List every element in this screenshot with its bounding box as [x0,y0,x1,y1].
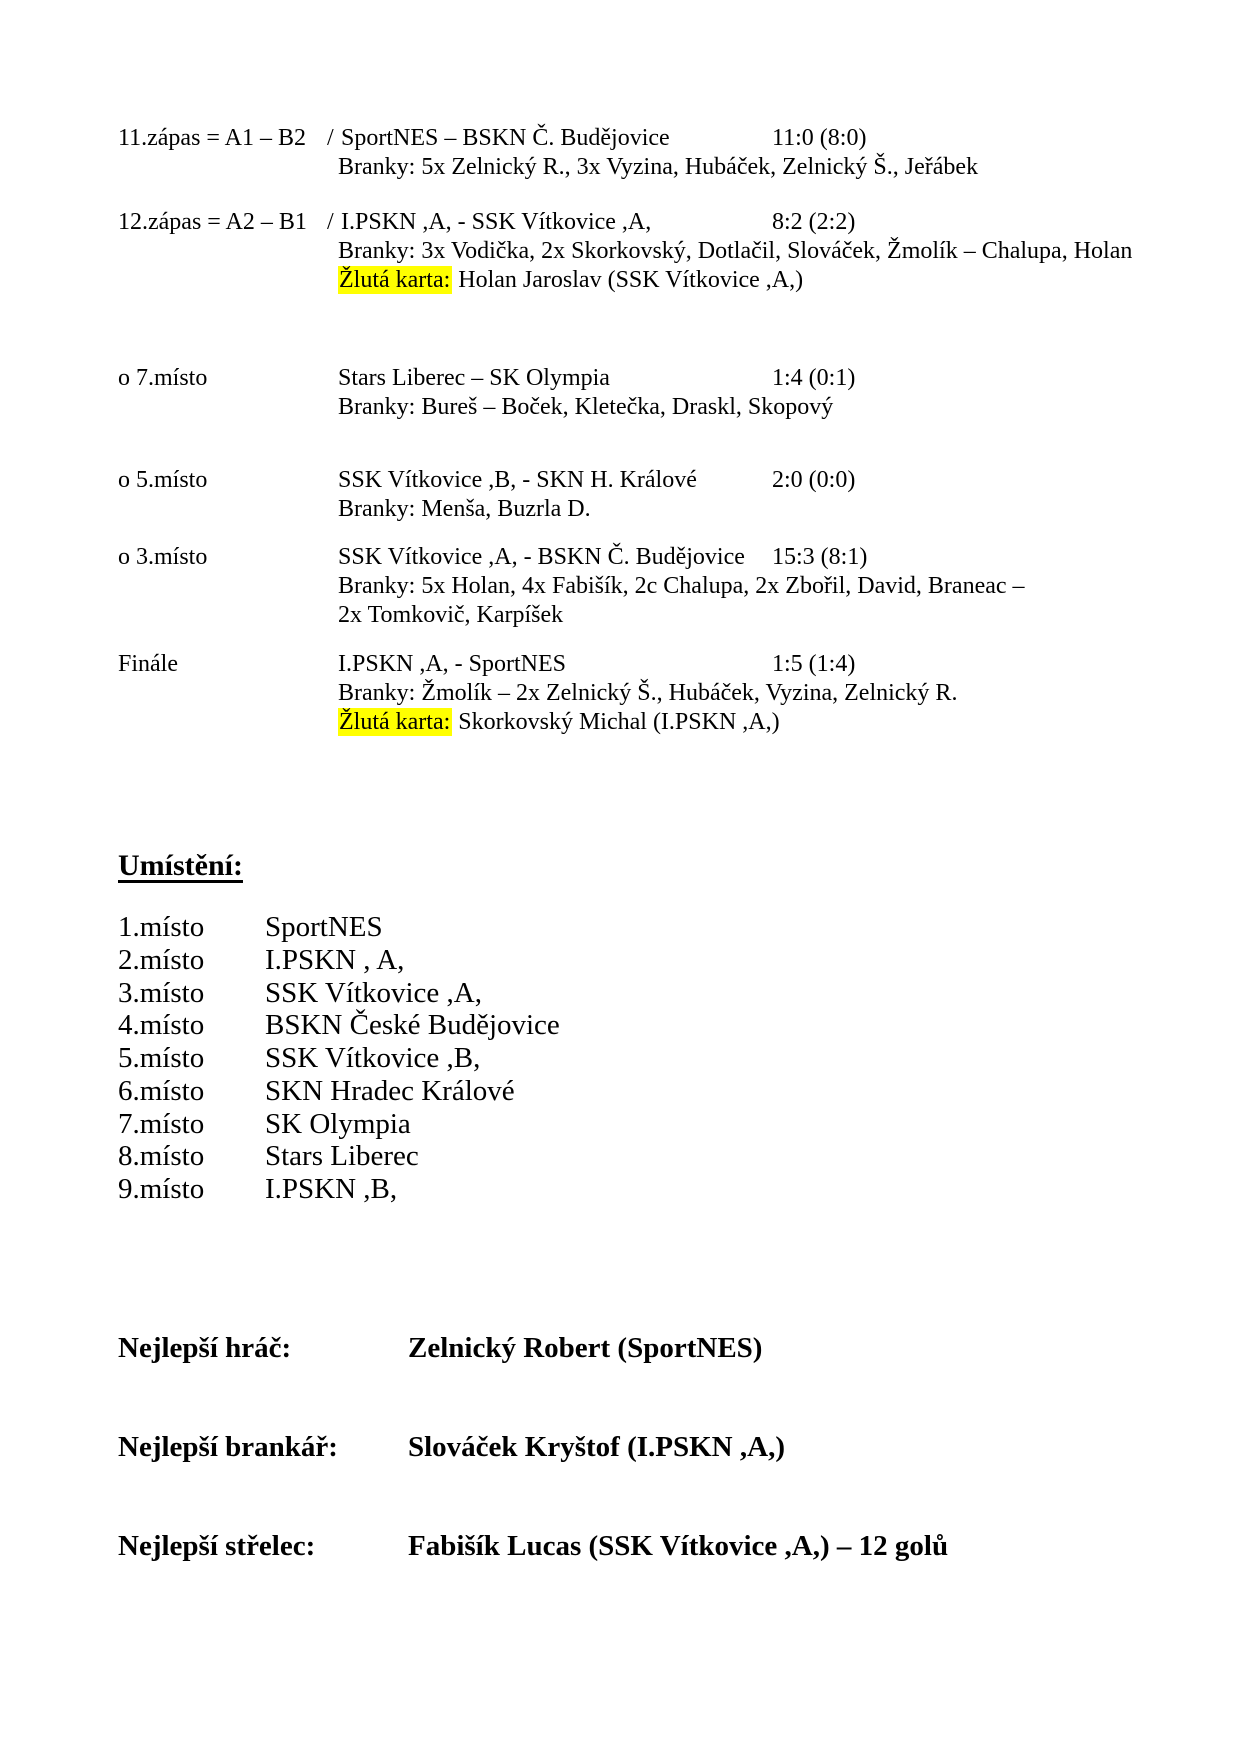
standings-team: BSKN České Budějovice [265,1009,560,1042]
yellow-card-label: Žlutá karta: [339,267,451,293]
standings-team: Stars Liberec [265,1140,419,1173]
match-12-card [338,266,803,295]
place3-goals-continued: 2x Tomkovič, Karpíšek [338,602,564,628]
place7-label: o 7.místo [118,365,208,391]
best-scorer-label: Nejlepší střelec: [118,1530,316,1562]
best-scorer-value: Fabišík Lucas (SSK Vítkovice ,A,) – 12 golů [408,1530,949,1562]
place3-goals: Branky: 5x Holan, 4x Fabišík, 2c Chalupa, 2x Zbořil, David, Braneac – [338,573,1025,599]
standings-row [118,1075,560,1108]
standings-row [118,1108,560,1141]
match-12-goals: Branky: 3x Vodička, 2x Skorkovský, Dotlačil, Slováček, Žmolík – Chalupa, Holan [338,238,1133,264]
match-11-separator: / [327,125,334,151]
best-goalkeeper-value: Slováček Kryštof (I.PSKN ,A,) [408,1431,785,1463]
standings-team: SK Olympia [265,1107,411,1140]
standings-list [118,911,560,1206]
match-11-score: 11:0 (8:0) [772,125,867,151]
standings-rank: 6.místo [118,1074,205,1107]
place3-teams: SSK Vítkovice ,A, - BSKN Č. Budějovice [338,544,745,570]
standings-row [118,1173,560,1206]
place5-label: o 5.místo [118,467,208,493]
best-player-label: Nejlepší hráč: [118,1332,292,1364]
match-11-teams: SportNES – BSKN Č. Budějovice [341,125,670,151]
standings-team: SSK Vítkovice ,B, [265,1042,481,1074]
standings-rank: 3.místo [118,976,205,1009]
place3-label: o 3.místo [118,544,208,570]
final-card [338,708,780,737]
final-goals: Branky: Žmolík – 2x Zelnický Š., Hubáček, Vyzina, Zelnický R. [338,680,958,706]
standings-team: I.PSKN ,B, [265,1173,398,1205]
standings-rank: 2.místo [118,943,205,976]
standings-row [118,977,560,1010]
best-player-value: Zelnický Robert (SportNES) [408,1332,763,1364]
place7-goals: Branky: Bureš – Boček, Kletečka, Draskl, Skopový [338,394,834,420]
match-12-label: 12.zápas = A2 – B1 [118,209,307,235]
yellow-card-player: Holan Jaroslav (SSK Vítkovice ,A,) [458,267,804,293]
standings-rank: 1.místo [118,911,205,943]
place5-goals: Branky: Menša, Buzrla D. [338,496,591,522]
place5-score: 2:0 (0:0) [772,467,856,493]
final-score: 1:5 (1:4) [772,651,856,677]
standings-row [118,911,560,944]
standings-row [118,1009,560,1042]
match-11-goals: Branky: 5x Zelnický R., 3x Vyzina, Hubáček, Zelnický Š., Jeřábek [338,154,979,180]
yellow-card-label: Žlutá karta: [339,709,451,735]
match-12-separator: / [327,209,334,235]
match-12-score: 8:2 (2:2) [772,209,856,235]
standings-heading: Umístění: [118,849,243,882]
standings-rank: 8.místo [118,1140,205,1173]
yellow-card-player: Skorkovský Michal (I.PSKN ,A,) [458,709,780,735]
best-goalkeeper-label: Nejlepší brankář: [118,1431,338,1463]
standings-team: SSK Vítkovice ,A, [265,976,482,1009]
standings-team: SKN Hradec Králové [265,1074,515,1107]
place5-teams: SSK Vítkovice ,B, - SKN H. Králové [338,467,697,493]
standings-rank: 7.místo [118,1107,205,1140]
final-label: Finále [118,651,178,677]
final-teams: I.PSKN ,A, - SportNES [338,651,567,677]
standings-rank: 9.místo [118,1173,205,1205]
standings-row [118,944,560,977]
standings-row [118,1140,560,1173]
standings-team: SportNES [265,911,383,943]
place7-score: 1:4 (0:1) [772,365,856,391]
place7-teams: Stars Liberec – SK Olympia [338,365,610,391]
standings-row [118,1042,560,1075]
standings-team: I.PSKN , A, [265,943,405,976]
match-12-teams: I.PSKN ,A, - SSK Vítkovice ,A, [341,209,652,235]
standings-rank: 5.místo [118,1042,205,1074]
standings-rank: 4.místo [118,1009,205,1042]
place3-score: 15:3 (8:1) [772,544,868,570]
match-11-label: 11.zápas = A1 – B2 [118,125,306,151]
